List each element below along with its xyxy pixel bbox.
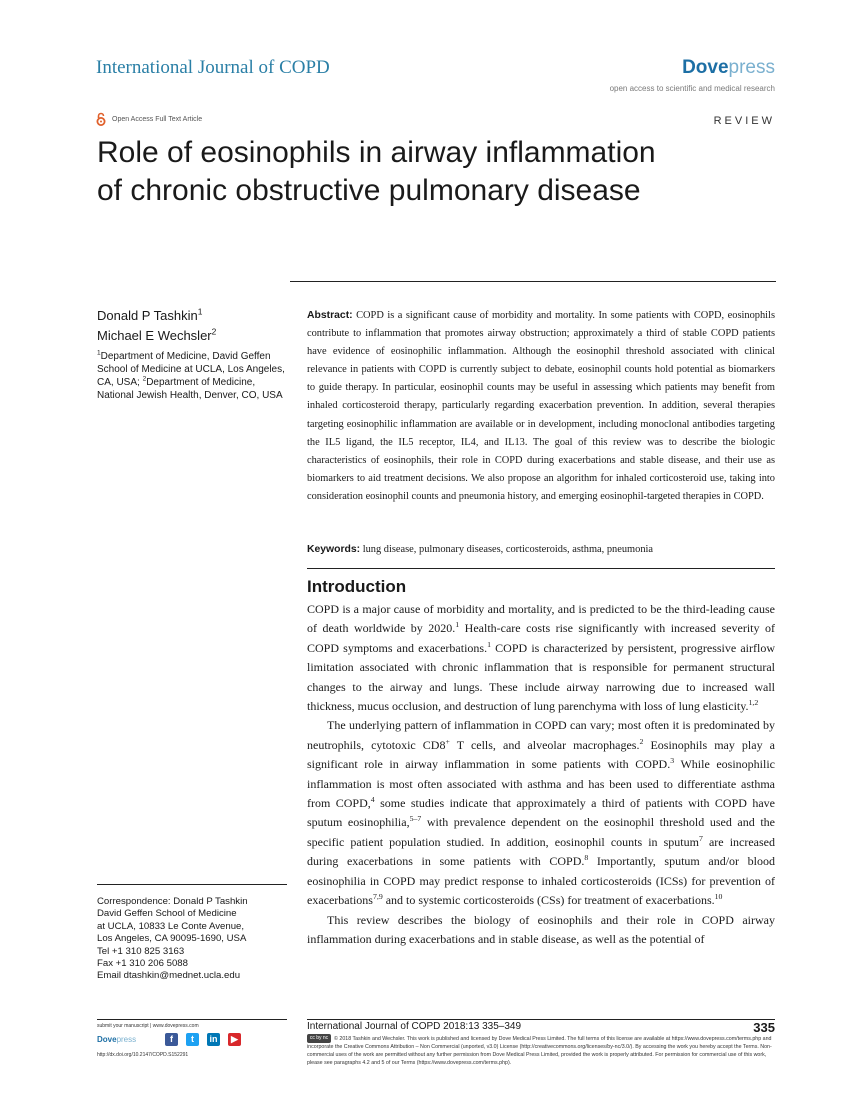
correspondence-line: at UCLA, 10833 Le Conte Avenue, <box>97 920 245 932</box>
paragraph: This review describes the biology of eosinophils and their role in COPD airway inflammation during exacerbations and in stable disease, as well as the potential of <box>307 912 775 946</box>
journal-citation: International Journal of COPD 2018:13 335–349 <box>307 1021 522 1032</box>
abstract-divider <box>307 568 775 569</box>
correspondence-line: Fax +1 310 206 5088 <box>97 958 188 970</box>
page-number: 335 <box>753 1020 775 1035</box>
abstract-label: Abstract: <box>307 310 353 321</box>
keywords <box>307 542 775 558</box>
article-title-line-2: of chronic obstructive pulmonary disease <box>97 174 641 207</box>
publisher-logo-press: press <box>728 57 775 78</box>
affiliation-sup: 2 <box>142 375 147 383</box>
creative-commons-icon[interactable]: cc by nc <box>307 1034 331 1043</box>
publisher-tagline: open access to scientific and medical research <box>609 84 775 93</box>
paragraph: The underlying pattern of inflammation in COPD can vary; most often it is predominated by neutrophils, cytotoxic CD8+ T cells, and alveolar macrophages.$^2$ Eosinophils may play a significant role in airway inflammation in some patients with COPD.$^3$ While eosinophilic inflammation is most often associated with asthma and has been used to differentiate asthma from COPD,$^4$ some studies indicate that approximately a third of patients with COPD have sputum eosinophilia,$^{5-7}$ with prevalence dependent on the eosinophil threshold used and the specific patient population studied. In addition, eosinophil counts in sputum$^7$ are increased during exacerbations in some patients with COPD.$^8$ Importantly, sputum and/or blood eosinophilia in COPD may predict response to inhaled corticosteroids (ICSs) for prevention of exacerbations$^{7,9}$ and to systemic corticosteroids (CSs) for treatment of exacerbations.$^{10}$ <box>307 718 776 908</box>
social-links <box>165 1033 241 1046</box>
article-title <box>97 134 737 210</box>
correspondence-email[interactable]: Email dtashkin@mednet.ucla.edu <box>97 970 241 982</box>
keywords-text: lung disease, pulmonary diseases, corticosteroids, asthma, pneumonia <box>360 544 654 555</box>
abstract-text: COPD is a significant cause of morbidity and mortality. In some patients with COPD, eosinophils contribute to inflammation that promotes airway obstruction; approximately a third of stable COPD patients have evidence of eosinophilic inflammation. Although the eosinophil threshold associated with clinical relevance in patients with COPD is currently subject to debate, eosinophil counts hold potential as biomarkers to guide therapy. In particular, eosinophil counts may be useful in assessing which patients may benefit from inhaled corticosteroid therapy, particularly regarding exacerbation prevention. In addition, several therapies targeting eosinophilic inflammation are available or in development, including monoclonal antibodies targeting the IL5 ligand, the IL5 receptor, IL4, and IL13. The goal of this review was to describe the biologic characteristics of eosinophils, their role in COPD during exacerbations and stable disease, and their use as biomarkers to aid treatment decisions. We also propose an algorithm for inhaled corticosteroid use, taking into consideration eosinophil counts and pneumonia history, and emerging eosinophil-targeted therapies in COPD. <box>307 310 775 502</box>
author-name: Michael E Wechsler <box>97 328 212 343</box>
submit-manuscript-link[interactable]: submit your manuscript | www.dovepress.com <box>97 1023 199 1029</box>
open-access-badge <box>96 112 202 126</box>
open-access-lock-icon <box>96 112 106 126</box>
body-text <box>307 600 775 949</box>
open-access-label: Open Access Full Text Article <box>112 115 203 123</box>
footer-logo-press: press <box>116 1035 137 1044</box>
top-divider <box>290 281 776 282</box>
footer-divider-left <box>97 1019 287 1020</box>
journal-name: International Journal of COPD <box>96 57 330 78</box>
article-type: REVIEW <box>713 115 775 127</box>
footer-divider-right <box>307 1019 775 1020</box>
correspondence-divider <box>97 884 287 885</box>
license-text <box>307 1034 775 1067</box>
doi-link[interactable]: http://dx.doi.org/10.2147/COPD.S152291 <box>97 1052 189 1058</box>
correspondence-line: Correspondence: Donald P Tashkin <box>97 896 248 907</box>
twitter-icon[interactable]: t <box>186 1033 199 1046</box>
abstract <box>307 307 775 506</box>
article-title-line-1: Role of eosinophils in airway inflammation <box>97 136 656 169</box>
correspondence-line: Tel +1 310 825 3163 <box>97 945 185 957</box>
correspondence-line: Los Angeles, CA 90095-1690, USA <box>97 933 247 945</box>
facebook-icon[interactable]: f <box>165 1033 178 1046</box>
paragraph: COPD is a major cause of morbidity and mortality, and is predicted to be the third-leading cause of death worldwide by 2020.$^1$ Health-care costs rise significantly with increased severity of COPD symptoms and exacerbations.$^1$ COPD is characterized by persistent, progressive airflow limitation associated with chronic inflammation that is responsible for permanent structural changes to the airway and lungs. These include airway narrowing due to increased wall thickness, mucus occlusion, and destruction of lung parenchyma with loss of lung elasticity.$^{1,2}$ <box>307 602 775 714</box>
footer-logo-dove: Dove <box>97 1035 117 1044</box>
license-body: © 2018 Tashkin and Wechsler. This work is published and licensed by Dove Medical Press Limited. The full terms of this license are available at https://www.dovepress.com/terms.php and incorporate the Creative Commons Attribution – Non Commercial (unported, v3.0) License (http://creativecommons.org/licenses/by-nc/3.0/). By accessing the work you hereby accept the Terms. Non-commercial uses of the work are permitted without any further permission from Dove Medical Press Limited, provided the work is properly attributed. For permission for commercial use of this work, please see paragraphs 4.2 and 5 of our Terms (https://www.dovepress.com/terms.php). <box>307 1035 772 1066</box>
author-affiliation-sup: 2 <box>211 326 217 337</box>
author-affiliation-sup: 1 <box>197 306 203 317</box>
section-heading-introduction: Introduction <box>307 577 407 596</box>
author-list <box>97 306 216 346</box>
publisher-logo <box>682 57 775 79</box>
affiliations <box>97 350 287 402</box>
author-name: Donald P Tashkin <box>97 308 198 323</box>
youtube-icon[interactable]: ▶ <box>228 1033 241 1046</box>
correspondence-line: David Geffen School of Medicine <box>97 908 237 920</box>
correspondence <box>97 896 297 983</box>
publisher-logo-dove: Dove <box>682 57 729 78</box>
affiliation-text: Department of Medicine, David Geffen School of Medicine at UCLA, Los Angeles, CA, USA; <box>97 351 285 388</box>
keywords-label: Keywords: <box>307 544 361 555</box>
linkedin-icon[interactable]: in <box>207 1033 220 1046</box>
affiliation-sup: 1 <box>97 349 101 357</box>
affiliation-text: Department of Medicine, National Jewish Health, Denver, CO, USA <box>97 377 283 401</box>
